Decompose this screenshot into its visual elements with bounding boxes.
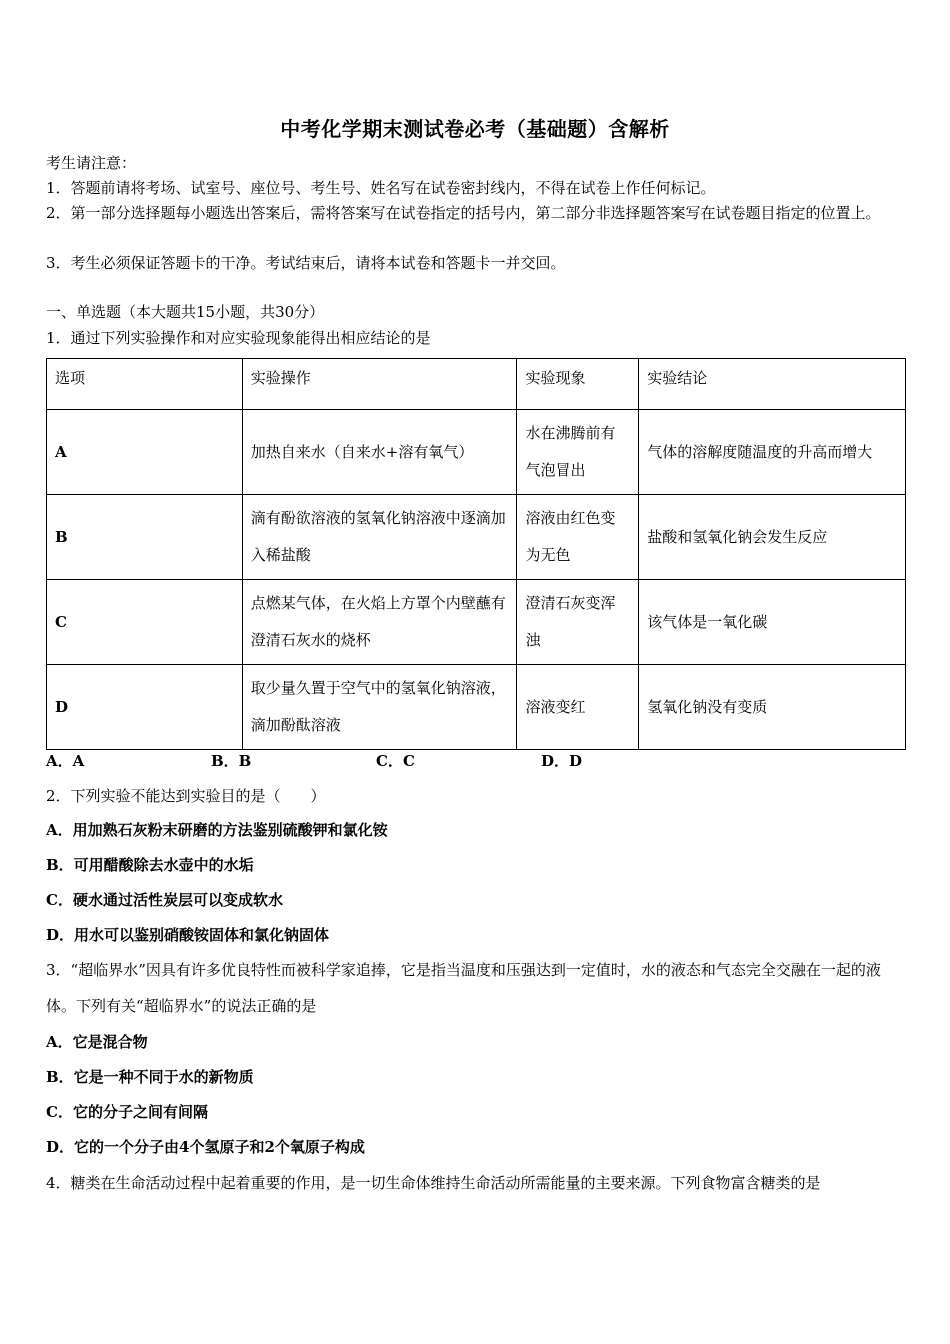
- table-cell-operation: 取少量久置于空气中的氢氧化钠溶液，滴加酚酞溶液: [242, 665, 517, 750]
- question-3-option-d[interactable]: D．它的一个分子由4个氢原子和2个氧原子构成: [46, 1138, 365, 1156]
- table-cell-conclusion: 盐酸和氢氧化钠会发生反应: [639, 495, 906, 580]
- table-header-cell: 实验操作: [242, 359, 517, 410]
- table-header-cell: 实验现象: [517, 359, 639, 410]
- table-cell-conclusion: 氢氧化钠没有变质: [639, 665, 906, 750]
- page-title: 中考化学期末测试卷必考（基础题）含解析: [280, 117, 670, 141]
- question-4-stem: 4．糖类在生命活动过程中起着重要的作用，是一切生命体维持生命活动所需能量的主要来源。下列食物富含糖类的是: [46, 1174, 821, 1192]
- question-2-stem: 2．下列实验不能达到实验目的是（ ）: [46, 787, 326, 805]
- choice-a[interactable]: A．A: [46, 752, 85, 770]
- table-cell-operation: 点燃某气体，在火焰上方罩个内壁蘸有澄清石灰水的烧杯: [242, 580, 517, 665]
- table-cell-option: B: [47, 495, 243, 580]
- table-row: [47, 410, 906, 495]
- table-cell-conclusion: 气体的溶解度随温度的升高而增大: [639, 410, 906, 495]
- table-cell-phenomenon: 水在沸腾前有气泡冒出: [517, 410, 639, 495]
- question-3-option-c[interactable]: C．它的分子之间有间隔: [46, 1103, 208, 1121]
- choice-b[interactable]: B．B: [211, 752, 252, 770]
- question-3-stem: 3．“超临界水”因具有许多优良特性而被科学家追捧，它是指当温度和压强达到一定值时，水的液态和气态完全交融在一起的液体。下列有关“超临界水”的说法正确的是: [46, 961, 881, 1015]
- table-cell-option: D: [47, 665, 243, 750]
- table-header-cell: 选项: [47, 359, 243, 410]
- table-row: [47, 495, 906, 580]
- question-1-stem: 1．通过下列实验操作和对应实验现象能得出相应结论的是: [46, 329, 431, 347]
- table-cell-conclusion: 该气体是一氧化碳: [639, 580, 906, 665]
- question-3-option-a[interactable]: A．它是混合物: [46, 1033, 148, 1051]
- choice-c[interactable]: C．C: [376, 752, 415, 770]
- table-cell-phenomenon: 溶液由红色变为无色: [517, 495, 639, 580]
- table-cell-operation: 加热自来水（自来水+溶有氧气）: [242, 410, 517, 495]
- table-cell-operation: 滴有酚欲溶液的氢氧化钠溶液中逐滴加入稀盐酸: [242, 495, 517, 580]
- table-header-cell: 实验结论: [639, 359, 906, 410]
- notice-item-3: 3．考生必须保证答题卡的干净。考试结束后，请将本试卷和答题卡一并交回。: [46, 254, 566, 272]
- table-row: [47, 580, 906, 665]
- question-2-option-b[interactable]: B．可用醋酸除去水壶中的水垢: [46, 856, 254, 874]
- table-cell-phenomenon: 溶液变红: [517, 665, 639, 750]
- notice-item-2: 2．第一部分选择题每小题选出答案后，需将答案写在试卷指定的括号内，第二部分非选择题答案写在试卷题目指定的位置上。: [46, 204, 881, 222]
- question-2-option-c[interactable]: C．硬水通过活性炭层可以变成软水: [46, 891, 283, 909]
- question-2-option-a[interactable]: A．用加熟石灰粉末研磨的方法鉴别硫酸钾和氯化铵: [46, 821, 388, 839]
- table-row: [47, 665, 906, 750]
- question-2-option-d[interactable]: D．用水可以鉴别硝酸铵固体和氯化钠固体: [46, 926, 330, 944]
- notice-heading: 考生请注意：: [46, 154, 137, 172]
- table-header-row: [47, 359, 906, 410]
- experiment-table: [46, 358, 906, 750]
- table-cell-option: A: [47, 410, 243, 495]
- question-3-option-b[interactable]: B．它是一种不同于水的新物质: [46, 1068, 254, 1086]
- table-cell-phenomenon: 澄清石灰变浑浊: [517, 580, 639, 665]
- notice-item-1: 1．答题前请将考场、试室号、座位号、考生号、姓名写在试卷密封线内，不得在试卷上作任何标记。: [46, 179, 716, 197]
- table-cell-option: C: [47, 580, 243, 665]
- choice-d[interactable]: D．D: [541, 752, 583, 770]
- section-heading: 一、单选题（本大题共15小题，共30分）: [46, 303, 325, 321]
